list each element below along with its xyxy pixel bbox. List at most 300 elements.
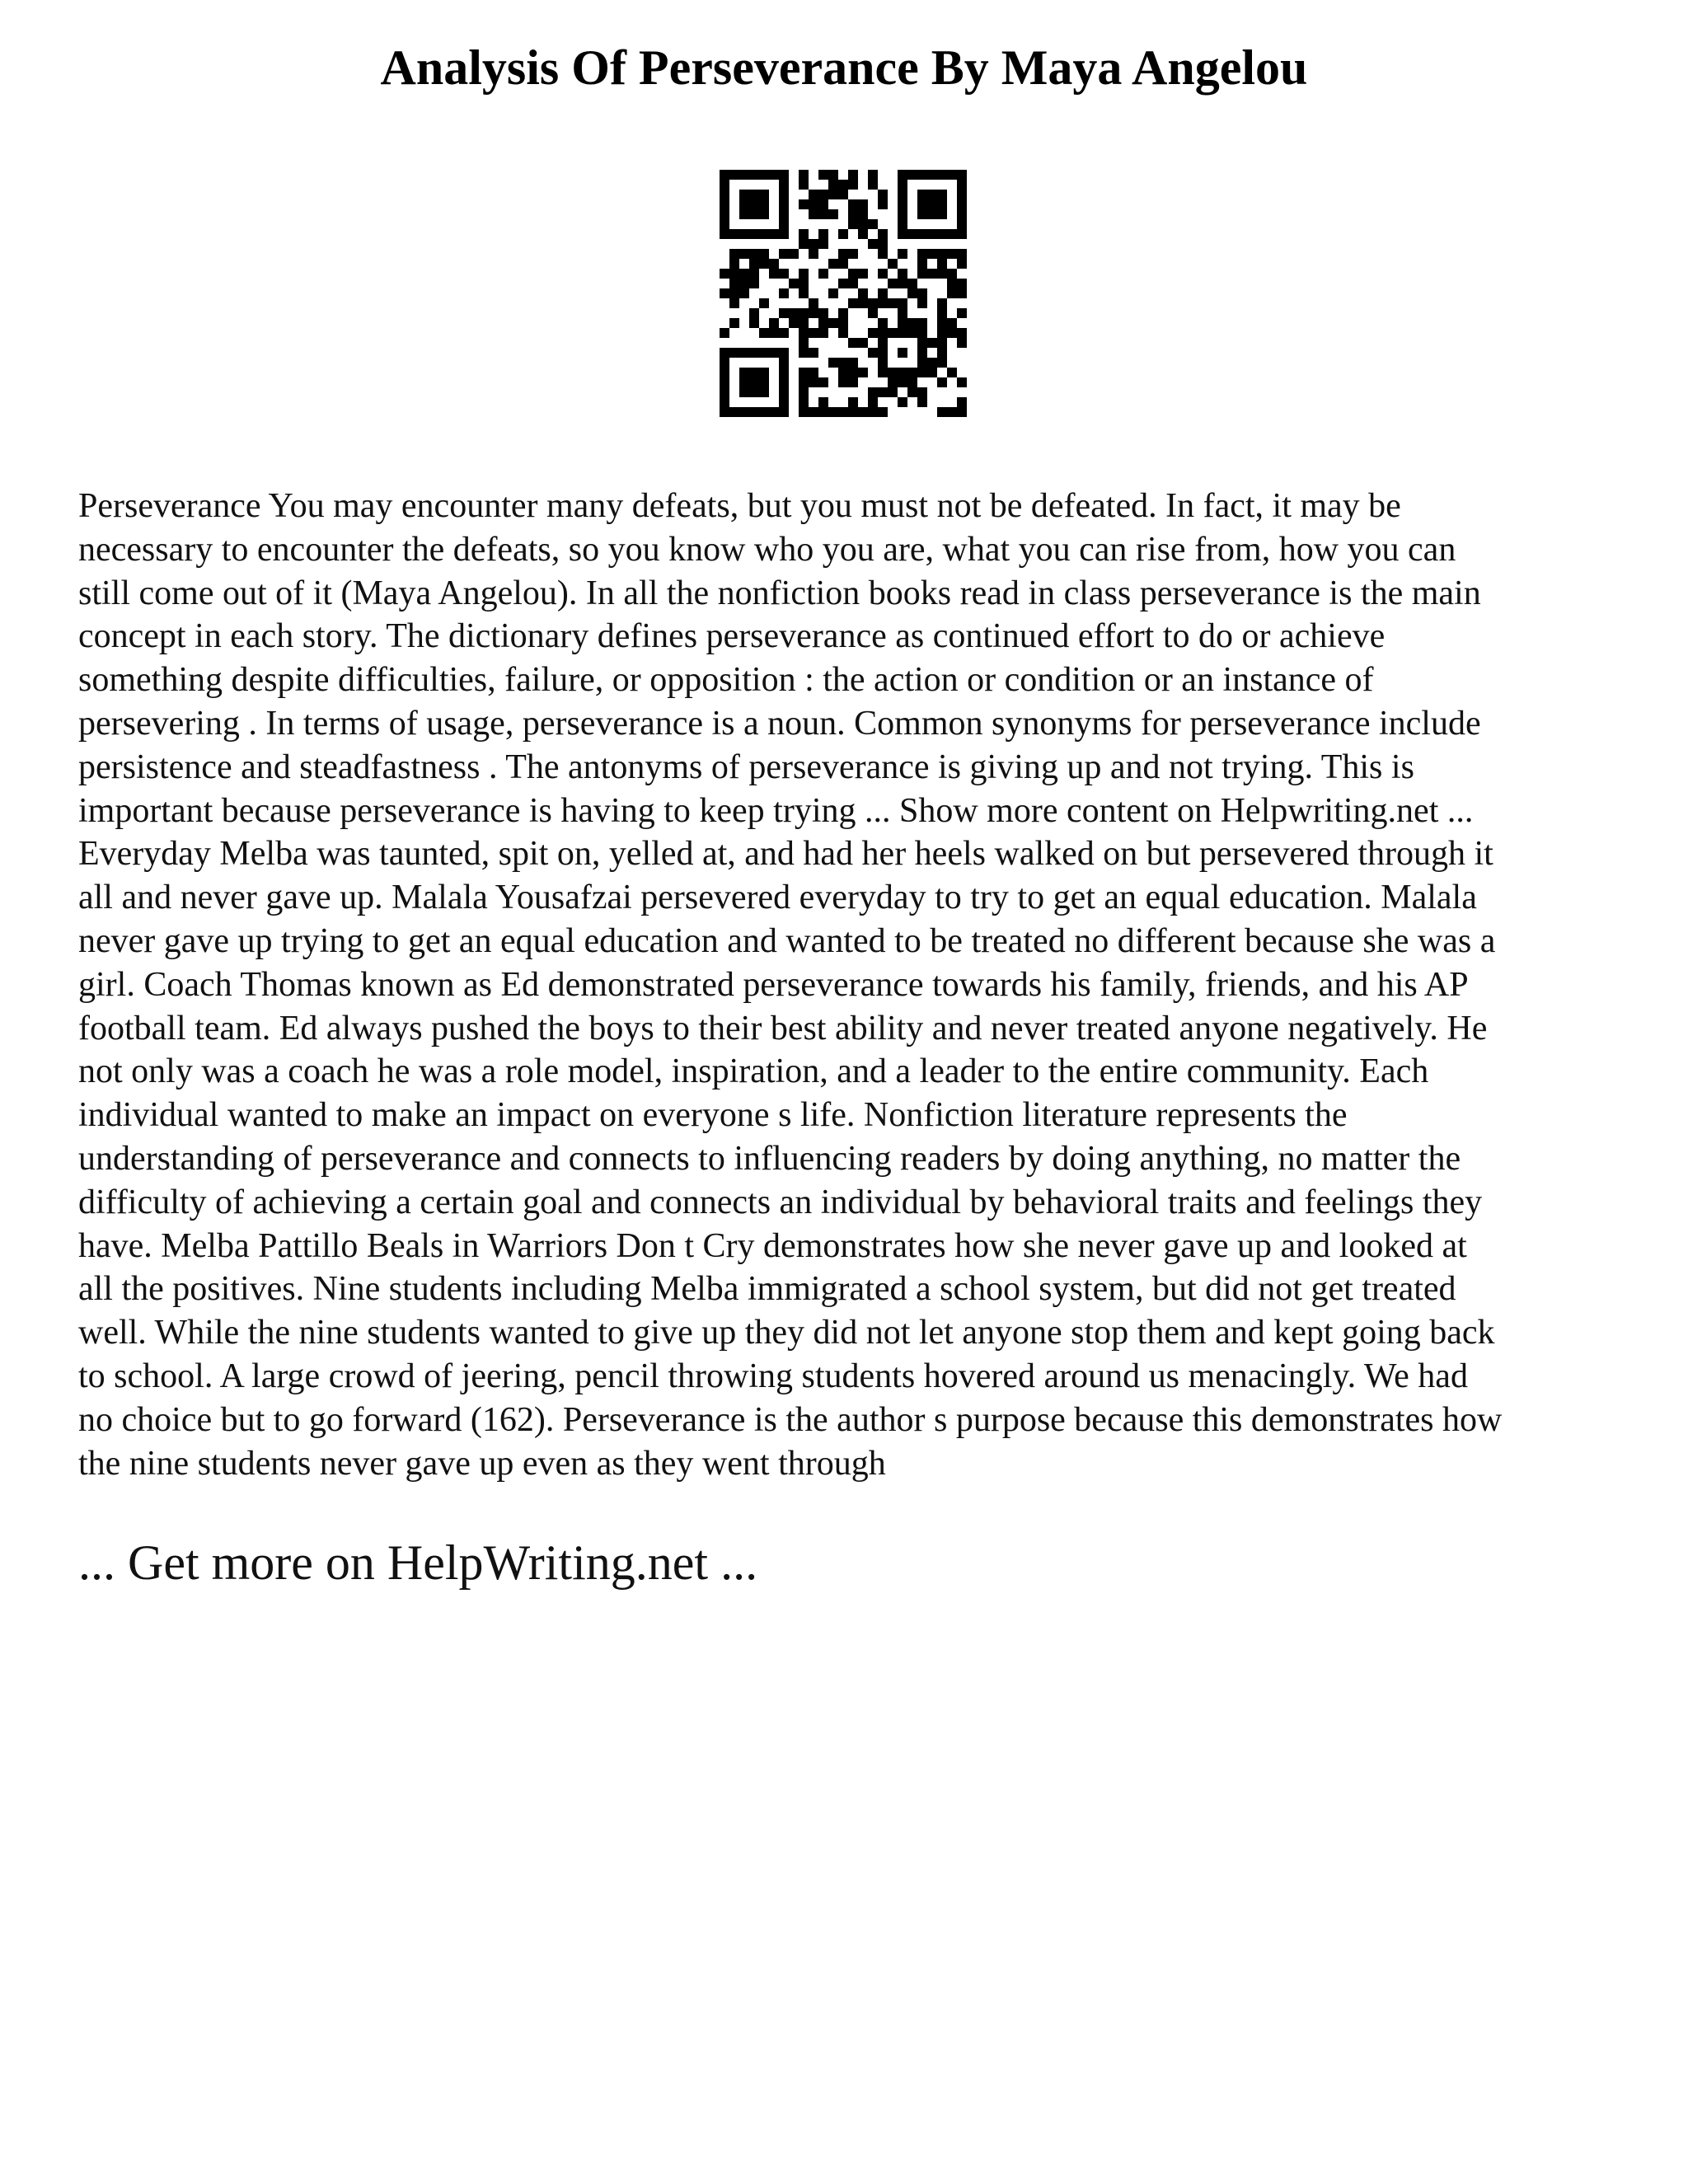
qr-module [779,249,789,259]
qr-module [868,397,878,407]
qr-module [729,407,739,417]
qr-module [799,368,809,377]
qr-module [779,308,789,318]
qr-module [759,259,769,269]
qr-module [838,190,848,199]
qr-module [858,219,868,229]
qr-module [818,407,828,417]
qr-module [848,219,858,229]
qr-module [779,229,789,239]
qr-module [868,180,878,190]
qr-module [907,279,917,288]
qr-module [947,368,957,377]
qr-module [927,209,937,219]
qr-module [749,229,759,239]
qr-module [898,249,907,259]
qr-module [947,229,957,239]
qr-module [898,279,907,288]
qr-module [779,190,789,199]
qr-module [858,269,868,279]
qr-module [937,358,947,368]
qr-module [749,377,759,387]
qr-module [769,328,779,338]
qr-module [720,368,729,377]
qr-module [917,269,927,279]
qr-module [739,368,749,377]
qr-module [927,358,937,368]
qr-module [907,288,917,298]
qr-module [878,298,888,308]
qr-module [868,308,878,318]
qr-module [779,170,789,180]
qr-module [898,229,907,239]
qr-module [898,190,907,199]
qr-module [749,269,759,279]
qr-module [957,397,967,407]
qr-module [848,377,858,387]
qr-module [749,209,759,219]
qr-module [937,269,947,279]
qr-module [769,229,779,239]
qr-module [947,407,957,417]
qr-module [848,338,858,348]
qr-module [828,259,838,269]
qr-module [789,318,799,328]
qr-module [739,288,749,298]
qr-module [729,318,739,328]
qr-module [759,249,769,259]
qr-module [739,199,749,209]
qr-module [848,358,858,368]
qr-module [779,269,789,279]
qr-module [739,387,749,397]
qr-module [799,348,809,358]
qr-module [898,269,907,279]
qr-module [898,219,907,229]
qr-module [828,170,838,180]
qr-module [838,229,848,239]
qr-module [809,209,818,219]
qr-module [769,348,779,358]
qr-module [799,239,809,249]
qr-module [927,229,937,239]
qr-module [927,190,937,199]
qr-module [907,377,917,387]
qr-module [917,318,927,328]
qr-module [917,298,927,308]
qr-module [818,190,828,199]
qr-module [818,318,828,328]
qr-module [799,318,809,328]
qr-module [937,209,947,219]
qr-module [937,190,947,199]
qr-module [828,190,838,199]
qr-module [799,308,809,318]
qr-module [739,229,749,239]
qr-module [878,318,888,328]
qr-module [957,199,967,209]
qr-module [927,170,937,180]
qr-module [720,209,729,219]
get-more-link[interactable]: ... Get more on HelpWriting.net ... [78,1535,758,1590]
qr-module [749,279,759,288]
qr-module [937,407,947,417]
qr-module [848,199,858,209]
qr-module [779,328,789,338]
qr-module [878,249,888,259]
qr-module [898,377,907,387]
qr-module [838,318,848,328]
qr-module [769,170,779,180]
qr-module [720,397,729,407]
qr-module [720,190,729,199]
qr-module [799,288,809,298]
qr-module [749,407,759,417]
qr-module [937,199,947,209]
qr-module [878,239,888,249]
qr-module [957,338,967,348]
qr-module [848,368,858,377]
qr-module [838,407,848,417]
qr-module [957,377,967,387]
qr-module [729,298,739,308]
qr-module [759,407,769,417]
qr-module [749,368,759,377]
qr-module [848,298,858,308]
qr-module [927,269,937,279]
qr-module [809,407,818,417]
qr-module [809,348,818,358]
qr-module [868,219,878,229]
qr-module [809,308,818,318]
qr-module [749,387,759,397]
qr-module [749,348,759,358]
qr-module [858,338,868,348]
qr-module [848,279,858,288]
qr-module [848,180,858,190]
qr-module [749,190,759,199]
qr-module [720,328,729,338]
qr-module [799,387,809,397]
qr-module [749,199,759,209]
qr-module [720,348,729,358]
qr-module [749,308,759,318]
qr-module [858,407,868,417]
qr-module [858,199,868,209]
qr-module [848,397,858,407]
qr-module [739,209,749,219]
qr-module [729,279,739,288]
qr-module [957,219,967,229]
qr-module [888,387,898,397]
qr-module [838,368,848,377]
qr-module [759,348,769,358]
qr-module [917,259,927,269]
qr-module [888,368,898,377]
qr-module [848,249,858,259]
qr-module [878,190,888,199]
qr-module [818,170,828,180]
qr-module [917,328,927,338]
qr-module [868,328,878,338]
qr-module [809,377,818,387]
qr-code-icon[interactable] [720,170,967,417]
qr-module [907,328,917,338]
qr-module [739,170,749,180]
qr-module [759,377,769,387]
qr-module [957,249,967,259]
qr-module [789,249,799,259]
qr-module [739,269,749,279]
qr-module [729,348,739,358]
qr-module [868,239,878,249]
qr-module [779,209,789,219]
qr-module [888,298,898,308]
qr-module [809,239,818,249]
qr-module [799,377,809,387]
qr-module [789,279,799,288]
qr-module [868,170,878,180]
qr-module [739,407,749,417]
qr-module [957,328,967,338]
qr-module [779,377,789,387]
qr-module [729,249,739,259]
qr-module [848,170,858,180]
qr-module [937,308,947,318]
qr-module [898,209,907,219]
qr-module [957,190,967,199]
qr-module [838,249,848,259]
qr-module [937,298,947,308]
qr-module [838,328,848,338]
qr-module [739,190,749,199]
qr-module [769,407,779,417]
qr-module [898,298,907,308]
qr-module [937,348,947,358]
qr-module [917,358,927,368]
qr-module [720,199,729,209]
qr-module [937,170,947,180]
qr-module [947,170,957,180]
qr-module [917,397,927,407]
qr-module [720,288,729,298]
qr-module [818,229,828,239]
qr-module [799,338,809,348]
qr-module [957,288,967,298]
qr-module [799,328,809,338]
qr-module [759,170,769,180]
qr-module [888,377,898,387]
qr-module [809,249,818,259]
qr-module [828,180,838,190]
qr-module [729,259,739,269]
qr-module [739,279,749,288]
qr-module [917,170,927,180]
qr-module [739,348,749,358]
qr-module [828,209,838,219]
qr-module [759,209,769,219]
qr-module [779,407,789,417]
qr-module [799,269,809,279]
qr-module [907,170,917,180]
qr-module [720,219,729,229]
qr-module [878,358,888,368]
qr-module [779,397,789,407]
qr-code-graphic [720,170,967,417]
qr-module [828,358,838,368]
qr-module [858,209,868,219]
qr-module [838,259,848,269]
qr-module [917,229,927,239]
qr-module [917,190,927,199]
qr-module [759,368,769,377]
qr-module [838,377,848,387]
qr-module [947,249,957,259]
qr-module [927,249,937,259]
qr-module [917,338,927,348]
qr-module [799,180,809,190]
qr-module [818,269,828,279]
qr-module [957,229,967,239]
qr-module [729,170,739,180]
qr-module [917,368,927,377]
qr-module [888,259,898,269]
qr-module [878,387,888,397]
qr-module [898,180,907,190]
qr-module [868,348,878,358]
qr-module [779,368,789,377]
qr-module [957,407,967,417]
qr-module [828,407,838,417]
qr-module [779,358,789,368]
qr-module [799,397,809,407]
qr-module [729,269,739,279]
qr-module [759,199,769,209]
qr-module [749,170,759,180]
qr-module [739,377,749,387]
qr-module [818,377,828,387]
qr-module [868,298,878,308]
qr-module [799,407,809,417]
qr-module [937,328,947,338]
qr-module [947,318,957,328]
qr-module [947,269,957,279]
qr-module [838,279,848,288]
qr-module [898,328,907,338]
qr-module [878,338,888,348]
qr-module [720,387,729,397]
qr-module [957,259,967,269]
qr-module [838,180,848,190]
qr-module [878,269,888,279]
qr-module [907,368,917,377]
qr-module [848,269,858,279]
qr-module [937,318,947,328]
qr-module [779,387,789,397]
qr-module [779,219,789,229]
qr-module [779,199,789,209]
qr-module [838,308,848,318]
qr-module [907,387,917,397]
qr-module [720,170,729,180]
qr-module [729,288,739,298]
qr-module [809,328,818,338]
qr-module [799,229,809,239]
qr-module [720,377,729,387]
qr-module [927,368,937,377]
qr-module [838,358,848,368]
qr-module [818,209,828,219]
qr-module [769,269,779,279]
qr-module [907,229,917,239]
qr-module [858,288,868,298]
qr-module [898,368,907,377]
qr-module [878,407,888,417]
qr-module [779,180,789,190]
qr-module [888,328,898,338]
qr-module [878,229,888,239]
qr-module [898,199,907,209]
qr-module [799,170,809,180]
essay-body: Perseverance You may encounter many defeats, but you must not be defeated. In fact, it may be necessary to encounter the defeats, so you know who you are, what you can rise from, how you can still come out of it (Maya Angelou). In all the nonfiction books read in class perseverance is the main concept in each story. The dictionary defines perseverance as continued effort to do or achieve something despite difficulties, failure, or opposition : the action or condition or an instance of persevering . In terms of usage, perseverance is a noun. Common synonyms for perseverance include persistence and steadfastness . The antonyms of perseverance is giving up and not trying. This is important because perseverance is having to keep trying ... Show more content on Helpwriting.net ... Everyday Melba was taunted, spit on, yelled at, and had her heels walked on but persevered through it all and never gave up. Malala Yousafzai persevered everyday to try to get an equal education. Malala never gave up trying to get an equal education and wanted to be treated no different because she was a girl. Coach Thomas known as Ed demonstrated perseverance towards his family, friends, and his AP football team. Ed always pushed the boys to their best ability and never treated anyone negatively. He not only was a coach he was a role model, inspiration, and a leader to the entire community. Each individual wanted to make an impact on everyone s life. Nonfiction literature represents the understanding of perseverance and connects to influencing readers by doing anything, no matter the difficulty of achieving a certain goal and connects an individual by behavioral traits and feelings they have. Melba Pattillo Beals in Warriors Don t Cry demonstrates how she never gave up and looked at all the positives. Nine students including Melba immigrated a school system, but did not get treated well. While the nine students wanted to give up they did not let anyone stop them and kept going back to school. A large crowd of jeering, pencil throwing students hovered around us menacingly. We had no choice but to go forward (162). Perseverance is the author s purpose because this demonstrates how the nine students never gave up even as they went through [78,487,1503,1483]
qr-module [720,229,729,239]
qr-module [878,199,888,209]
qr-module [868,387,878,397]
qr-module [818,239,828,249]
qr-module [947,279,957,288]
qr-module [828,288,838,298]
qr-module [828,318,838,328]
qr-module [759,190,769,199]
qr-module [720,407,729,417]
qr-module [917,348,927,358]
qr-module [937,259,947,269]
qr-module [799,199,809,209]
qr-module [809,368,818,377]
qr-module [809,298,818,308]
qr-module [957,180,967,190]
qr-module [809,190,818,199]
qr-module [917,387,927,397]
qr-module [789,308,799,318]
qr-module [907,318,917,328]
qr-module [858,229,868,239]
document-title: Analysis Of Perseverance By Maya Angelou [380,40,1308,95]
qr-module [759,328,769,338]
qr-module [759,298,769,308]
qr-module [917,199,927,209]
qr-module [937,377,947,387]
qr-module [957,308,967,318]
qr-module [799,279,809,288]
qr-module [818,308,828,318]
qr-module [957,170,967,180]
qr-module [779,288,789,298]
qr-module [759,229,769,239]
qr-module [927,199,937,209]
qr-module [729,229,739,239]
qr-module [818,397,828,407]
qr-module [818,328,828,338]
qr-module [749,318,759,328]
qr-module [769,318,779,328]
qr-module [878,288,888,298]
qr-module [917,288,927,298]
qr-module [937,249,947,259]
qr-module [720,358,729,368]
qr-module [878,368,888,377]
qr-module [888,279,898,288]
